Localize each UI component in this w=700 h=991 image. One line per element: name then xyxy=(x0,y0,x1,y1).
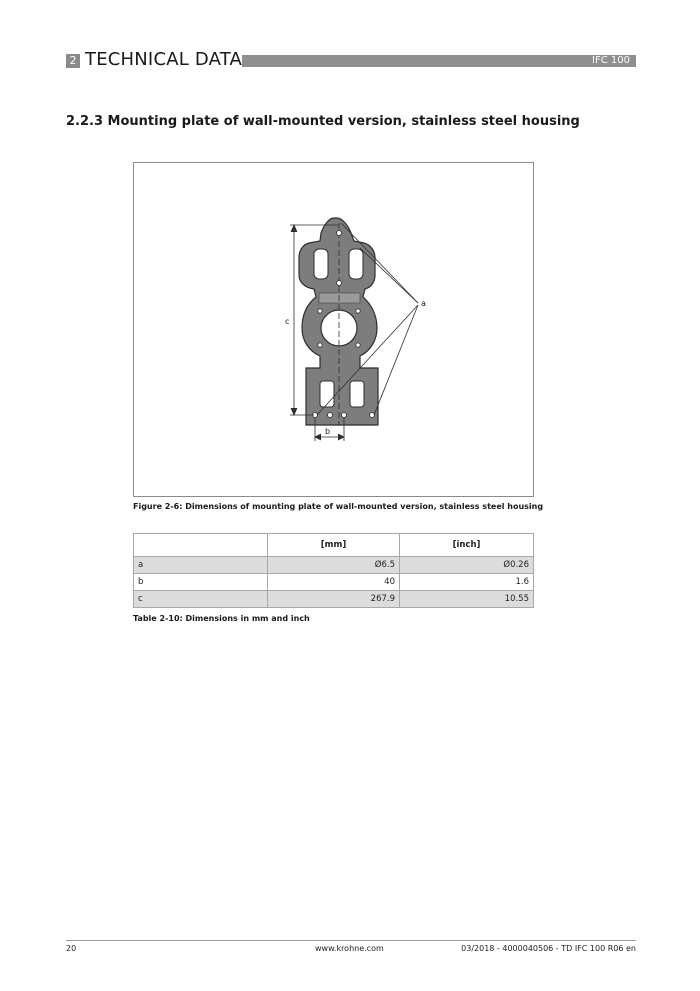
table-header-mm: [mm] xyxy=(268,534,400,557)
header-bar xyxy=(242,55,636,67)
document-reference: 03/2018 - 4000040506 - TD IFC 100 R06 en xyxy=(461,944,636,953)
website-link[interactable]: www.krohne.com xyxy=(315,944,384,953)
dimensions-table xyxy=(133,533,534,608)
page-number: 20 xyxy=(66,944,77,953)
label-a: a xyxy=(421,299,426,308)
mounting-plate-drawing xyxy=(134,163,533,496)
table-cell: 40 xyxy=(268,574,400,591)
table-cell: 1.6 xyxy=(400,574,534,591)
table-row xyxy=(134,574,534,591)
page-header xyxy=(66,50,636,70)
figure-frame xyxy=(133,162,534,497)
table-cell: 10.55 xyxy=(400,591,534,608)
label-c: c xyxy=(285,317,290,326)
table-header-inch: [inch] xyxy=(400,534,534,557)
table-row xyxy=(134,591,534,608)
section-title: 2.2.3 Mounting plate of wall-mounted version, stainless steel housing xyxy=(66,114,580,129)
chapter-title: TECHNICAL DATA xyxy=(85,49,243,70)
table-cell: Ø0.26 xyxy=(400,557,534,574)
table-cell: 267.9 xyxy=(268,591,400,608)
footer-divider xyxy=(66,940,636,941)
table-header-row xyxy=(134,534,534,557)
table-cell: a xyxy=(134,557,268,574)
table-cell: Ø6.5 xyxy=(268,557,400,574)
table-cell: c xyxy=(134,591,268,608)
table-cell: b xyxy=(134,574,268,591)
figure-caption: Figure 2-6: Dimensions of mounting plate of wall-mounted version, stainless steel housing xyxy=(133,502,544,511)
table-row xyxy=(134,557,534,574)
document-id: IFC 100 xyxy=(592,55,630,66)
table-caption: Table 2-10: Dimensions in mm and inch xyxy=(133,614,310,623)
chapter-number: 2 xyxy=(66,54,80,68)
table-header-cell xyxy=(134,534,268,557)
label-b: b xyxy=(325,427,331,436)
